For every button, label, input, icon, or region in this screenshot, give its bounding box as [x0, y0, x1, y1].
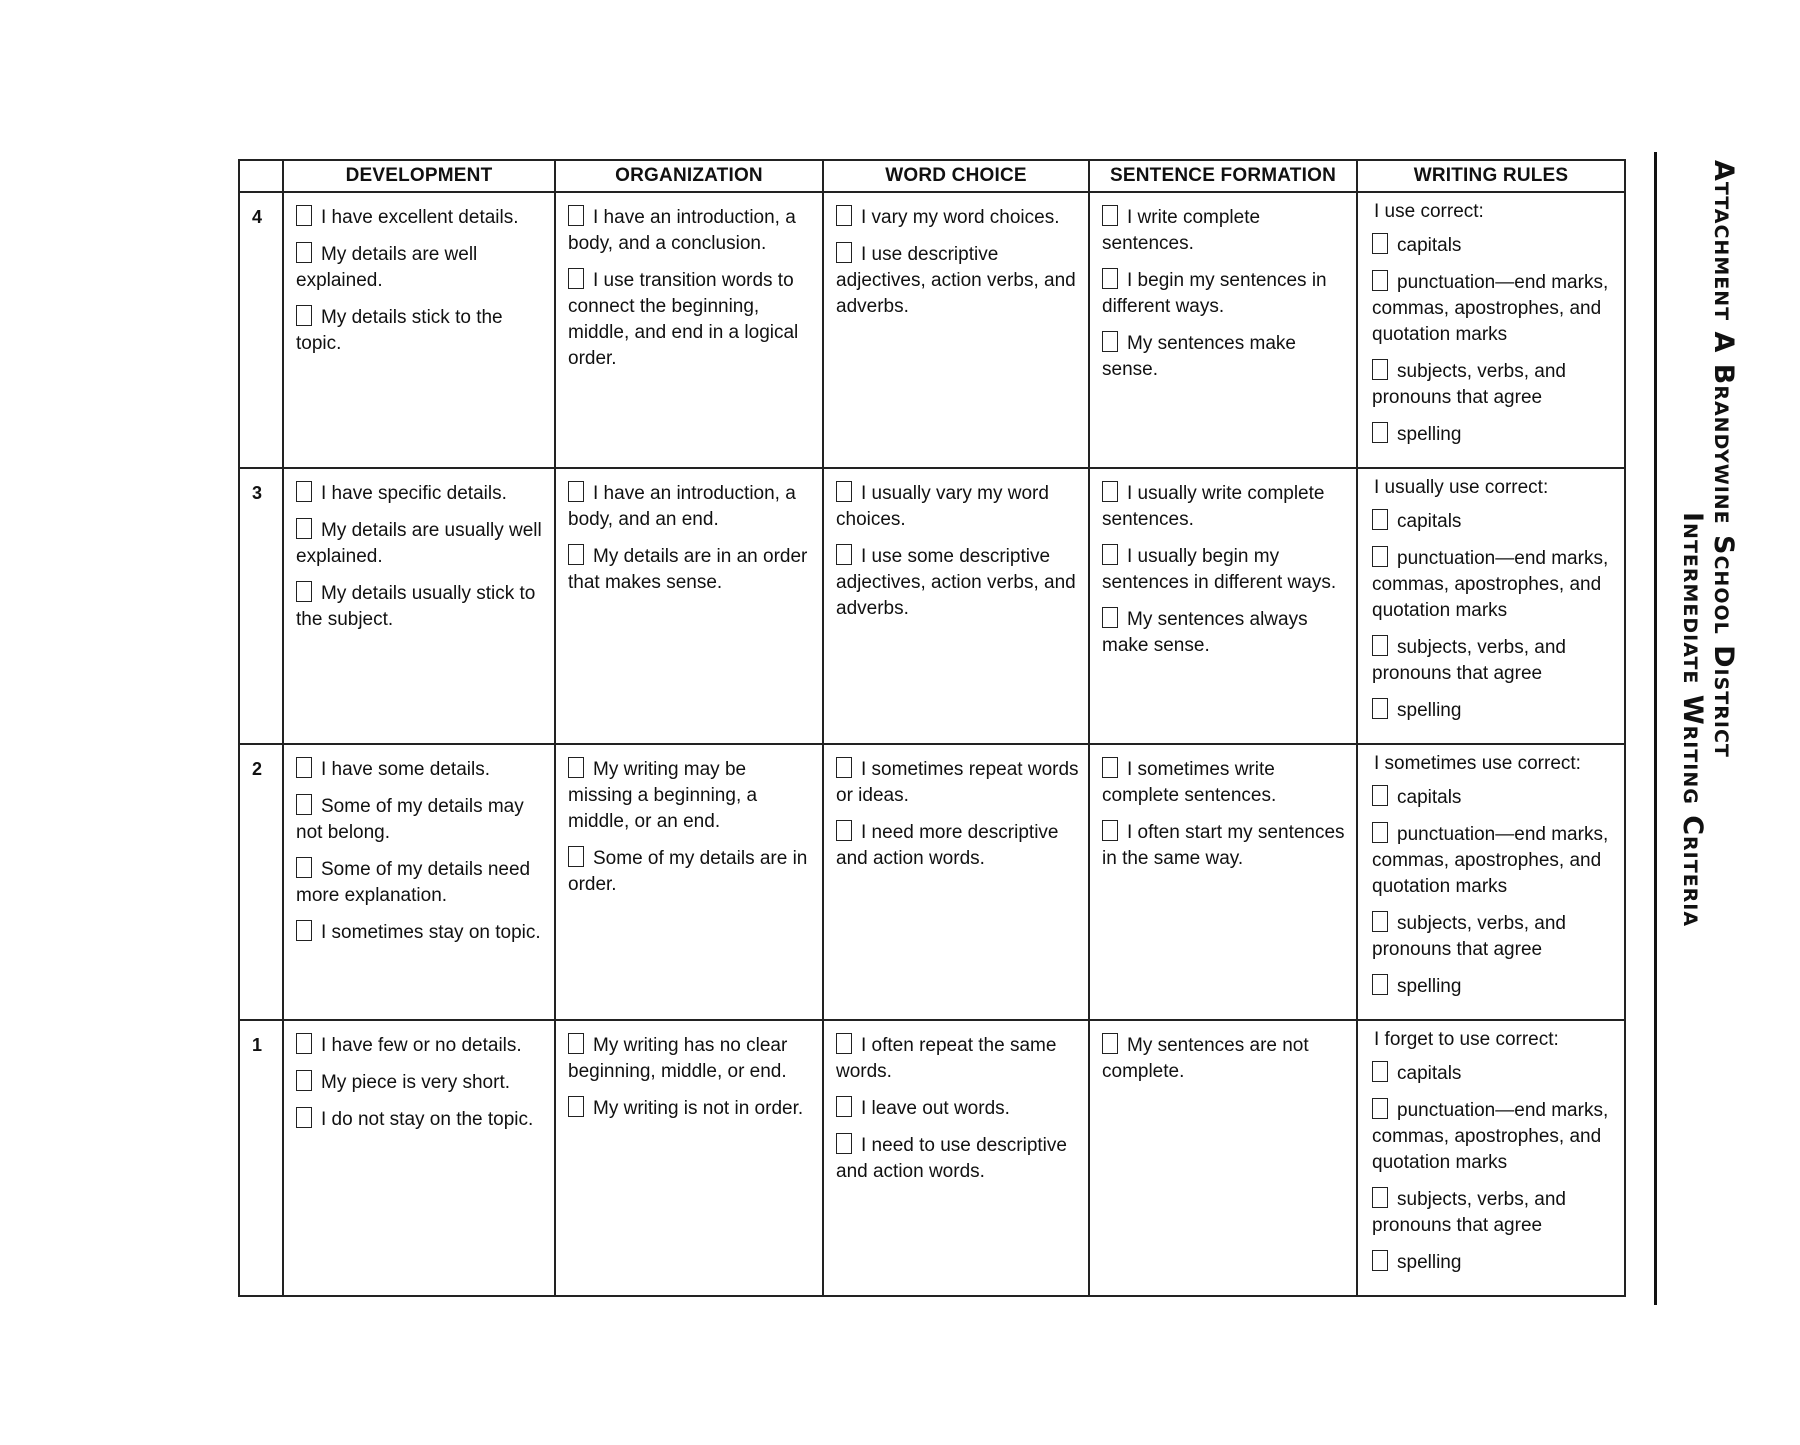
cell-sentence-formation [1089, 1020, 1357, 1296]
criterion-item [1372, 911, 1616, 963]
criterion-item [568, 205, 814, 257]
cell-development [283, 744, 555, 1020]
criterion-item [296, 205, 546, 231]
rubric-row [239, 468, 1625, 744]
criterion-item [1372, 359, 1616, 411]
criterion-text: I usually begin my sentences in different ways. [1102, 546, 1337, 593]
criterion-text: punctuation—end marks, commas, apostrophes, and quotation marks [1372, 272, 1609, 345]
criterion-text: Some of my details may not belong. [296, 796, 524, 843]
criterion-text: My details stick to the topic. [296, 307, 503, 354]
cell-development [283, 1020, 555, 1296]
cell-organization [555, 744, 823, 1020]
criterion-item [1372, 785, 1616, 811]
criterion-text: I do not stay on the topic. [321, 1109, 534, 1130]
criterion-item [1372, 1250, 1616, 1276]
criterion-item [836, 205, 1080, 231]
criterion-text: capitals [1397, 1063, 1462, 1084]
criterion-text: subjects, verbs, and pronouns that agree [1372, 913, 1566, 960]
checkbox[interactable] [1102, 757, 1118, 778]
criterion-item [568, 544, 814, 596]
cell-word-choice [823, 744, 1089, 1020]
criterion-text: My details usually stick to the subject. [296, 583, 536, 630]
criterion-text: My piece is very short. [321, 1072, 510, 1093]
checkbox[interactable] [1372, 509, 1388, 530]
rubric-row [239, 744, 1625, 1020]
checkbox[interactable] [836, 1033, 852, 1054]
criterion-text: subjects, verbs, and pronouns that agree [1372, 361, 1566, 408]
criterion-item [296, 1107, 546, 1133]
checkbox[interactable] [836, 481, 852, 502]
cell-writing-rules [1357, 1020, 1625, 1296]
criterion-text: I have an introduction, a body, and an end. [568, 483, 796, 530]
checkbox[interactable] [1102, 268, 1118, 289]
criterion-item [296, 1033, 546, 1059]
writing-rules-intro: I usually use correct: [1374, 477, 1549, 498]
side-title [1678, 160, 1740, 927]
checkbox[interactable] [296, 481, 312, 502]
criterion-text: I need to use descriptive and action words. [836, 1135, 1067, 1182]
criterion-text: I sometimes repeat words or ideas. [836, 759, 1079, 806]
criterion-item [1372, 1061, 1616, 1087]
criterion-text: I sometimes write complete sentences. [1102, 759, 1277, 806]
score-label: 3 [239, 468, 283, 744]
checkbox[interactable] [1372, 911, 1388, 932]
criterion-text: My details are well explained. [296, 244, 478, 291]
criterion-text: spelling [1397, 424, 1462, 445]
criterion-text: My writing is not in order. [593, 1098, 804, 1119]
criterion-item [568, 1096, 814, 1122]
criterion-text: spelling [1397, 976, 1462, 997]
criterion-text: capitals [1397, 787, 1462, 808]
criterion-text: My details are usually well explained. [296, 520, 542, 567]
checkbox[interactable] [296, 305, 312, 326]
criterion-item [836, 481, 1080, 533]
criterion-item [1372, 698, 1616, 724]
criterion-text: I need more descriptive and action words. [836, 822, 1059, 869]
criterion-text: My writing has no clear beginning, middle, or end. [568, 1035, 788, 1082]
criterion-text: punctuation—end marks, commas, apostrophes, and quotation marks [1372, 548, 1609, 621]
cell-sentence-formation [1089, 744, 1357, 1020]
writing-rules-intro: I sometimes use correct: [1374, 753, 1581, 774]
criterion-item [1372, 422, 1616, 448]
criterion-item [568, 481, 814, 533]
checkbox[interactable] [1372, 1250, 1388, 1271]
checkbox[interactable] [296, 1033, 312, 1054]
criterion-item [1102, 820, 1348, 872]
criterion-text: I have specific details. [321, 483, 507, 504]
criterion-item [1102, 1033, 1348, 1085]
criterion-item [1372, 270, 1616, 348]
criterion-text: punctuation—end marks, commas, apostrophes, and quotation marks [1372, 824, 1609, 897]
checkbox[interactable] [296, 518, 312, 539]
cell-word-choice [823, 192, 1089, 468]
score-label: 2 [239, 744, 283, 1020]
criterion-item [568, 846, 814, 898]
criterion-text: spelling [1397, 1252, 1462, 1273]
checkbox[interactable] [1372, 422, 1388, 443]
cell-development [283, 468, 555, 744]
checkbox[interactable] [1372, 233, 1388, 254]
checkbox[interactable] [1372, 1187, 1388, 1208]
criterion-text: punctuation—end marks, commas, apostrophes, and quotation marks [1372, 1100, 1609, 1173]
criterion-item [296, 794, 546, 846]
checkbox[interactable] [836, 1133, 852, 1154]
criterion-text: My sentences make sense. [1102, 333, 1296, 380]
criterion-item [1372, 974, 1616, 1000]
criterion-text: My sentences are not complete. [1102, 1035, 1309, 1082]
criterion-item [836, 1133, 1080, 1185]
cell-organization [555, 1020, 823, 1296]
score-label: 1 [239, 1020, 283, 1296]
criterion-item [296, 1070, 546, 1096]
checkbox[interactable] [296, 920, 312, 941]
checkbox[interactable] [836, 757, 852, 778]
checkbox[interactable] [1372, 635, 1388, 656]
criterion-item [1102, 268, 1348, 320]
criterion-item [1102, 757, 1348, 809]
criterion-text: I have an introduction, a body, and a conclusion. [568, 207, 796, 254]
criterion-item [1102, 544, 1348, 596]
score-label: 4 [239, 192, 283, 468]
writing-rules-intro: I forget to use correct: [1374, 1029, 1559, 1050]
cell-organization [555, 468, 823, 744]
criterion-text: spelling [1397, 700, 1462, 721]
criterion-text: I sometimes stay on topic. [321, 922, 541, 943]
criterion-item [568, 268, 814, 372]
criterion-item [1372, 1098, 1616, 1176]
criterion-item [836, 1033, 1080, 1085]
cell-word-choice [823, 468, 1089, 744]
checkbox[interactable] [1102, 544, 1118, 565]
checkbox[interactable] [296, 242, 312, 263]
criterion-text: Some of my details need more explanation. [296, 859, 531, 906]
checkbox[interactable] [296, 857, 312, 878]
cell-sentence-formation [1089, 192, 1357, 468]
cell-sentence-formation [1089, 468, 1357, 744]
criterion-item [568, 1033, 814, 1085]
criterion-item [1372, 233, 1616, 259]
criterion-text: subjects, verbs, and pronouns that agree [1372, 637, 1566, 684]
checkbox[interactable] [1102, 205, 1118, 226]
criterion-item [296, 481, 546, 507]
criterion-item [1372, 635, 1616, 687]
side-title-line-1: Attachment A Brandywine School District [1708, 160, 1739, 758]
criterion-text: I write complete sentences. [1102, 207, 1261, 254]
checkbox[interactable] [1372, 359, 1388, 380]
rubric-row [239, 1020, 1625, 1296]
checkbox[interactable] [836, 544, 852, 565]
header-row [239, 160, 1625, 192]
checkbox[interactable] [1372, 546, 1388, 567]
checkbox[interactable] [1102, 607, 1118, 628]
criterion-text: capitals [1397, 511, 1462, 532]
cell-word-choice [823, 1020, 1089, 1296]
criterion-text: Some of my details are in order. [568, 848, 808, 895]
checkbox[interactable] [1372, 1098, 1388, 1119]
criterion-text: I leave out words. [861, 1098, 1010, 1119]
column-header-development: DEVELOPMENT [283, 160, 555, 192]
checkbox[interactable] [296, 1107, 312, 1128]
checkbox[interactable] [568, 1096, 584, 1117]
criterion-text: I have excellent details. [321, 207, 519, 228]
column-header-word-choice: WORD CHOICE [823, 160, 1089, 192]
criterion-item [1102, 331, 1348, 383]
checkbox[interactable] [568, 757, 584, 778]
checkbox[interactable] [1372, 822, 1388, 843]
checkbox[interactable] [1102, 481, 1118, 502]
criterion-text: I vary my word choices. [861, 207, 1060, 228]
criterion-item [296, 920, 546, 946]
checkbox[interactable] [836, 1096, 852, 1117]
criterion-text: I usually vary my word choices. [836, 483, 1049, 530]
score-header [239, 160, 283, 192]
criterion-item [1102, 607, 1348, 659]
criterion-item [296, 242, 546, 294]
criterion-item [1372, 509, 1616, 535]
checkbox[interactable] [296, 1070, 312, 1091]
checkbox[interactable] [296, 581, 312, 602]
criterion-item [568, 757, 814, 835]
criterion-text: I have few or no details. [321, 1035, 522, 1056]
column-header-writing-rules: WRITING RULES [1357, 160, 1625, 192]
checkbox[interactable] [836, 242, 852, 263]
criterion-item [836, 242, 1080, 320]
checkbox[interactable] [296, 794, 312, 815]
checkbox[interactable] [1372, 785, 1388, 806]
checkbox[interactable] [1372, 270, 1388, 291]
checkbox[interactable] [836, 205, 852, 226]
checkbox[interactable] [1372, 974, 1388, 995]
side-divider-line [1654, 152, 1657, 1305]
checkbox[interactable] [836, 820, 852, 841]
cell-development [283, 192, 555, 468]
cell-writing-rules [1357, 192, 1625, 468]
writing-rules-intro: I use correct: [1374, 201, 1484, 222]
checkbox[interactable] [568, 544, 584, 565]
criterion-item [1102, 205, 1348, 257]
criterion-item [836, 544, 1080, 622]
criterion-text: I have some details. [321, 759, 490, 780]
checkbox[interactable] [296, 205, 312, 226]
checkbox[interactable] [568, 481, 584, 502]
checkbox[interactable] [1372, 698, 1388, 719]
checkbox[interactable] [296, 757, 312, 778]
criterion-item [1102, 481, 1348, 533]
criterion-item [296, 757, 546, 783]
criterion-text: My details are in an order that makes sense. [568, 546, 808, 593]
criterion-text: I use some descriptive adjectives, action verbs, and adverbs. [836, 546, 1076, 619]
criterion-text: My writing may be missing a beginning, a middle, or an end. [568, 759, 758, 832]
criterion-text: I begin my sentences in different ways. [1102, 270, 1327, 317]
criterion-item [296, 857, 546, 909]
criterion-text: I often start my sentences in the same way. [1102, 822, 1345, 869]
criterion-text: capitals [1397, 235, 1462, 256]
criterion-text: subjects, verbs, and pronouns that agree [1372, 1189, 1566, 1236]
column-header-organization: ORGANIZATION [555, 160, 823, 192]
criterion-item [836, 820, 1080, 872]
criterion-text: I use descriptive adjectives, action verbs, and adverbs. [836, 244, 1076, 317]
checkbox[interactable] [568, 846, 584, 867]
checkbox[interactable] [568, 268, 584, 289]
rubric-table [238, 159, 1626, 1297]
cell-organization [555, 192, 823, 468]
criterion-item [836, 1096, 1080, 1122]
criterion-text: I usually write complete sentences. [1102, 483, 1325, 530]
criterion-item [1372, 822, 1616, 900]
rubric-row [239, 192, 1625, 468]
criterion-item [296, 518, 546, 570]
criterion-text: I often repeat the same words. [836, 1035, 1057, 1082]
column-header-sentence-formation: SENTENCE FORMATION [1089, 160, 1357, 192]
checkbox[interactable] [1372, 1061, 1388, 1082]
criterion-text: My sentences always make sense. [1102, 609, 1308, 656]
criterion-item [296, 305, 546, 357]
checkbox[interactable] [568, 205, 584, 226]
side-title-line-2: Intermediate Writing Criteria [1677, 512, 1708, 928]
checkbox[interactable] [1102, 331, 1118, 352]
criterion-item [836, 757, 1080, 809]
checkbox[interactable] [1102, 820, 1118, 841]
checkbox[interactable] [1102, 1033, 1118, 1054]
criterion-text: I use transition words to connect the beginning, middle, and end in a logical order. [568, 270, 799, 369]
cell-writing-rules [1357, 744, 1625, 1020]
criterion-item [296, 581, 546, 633]
checkbox[interactable] [568, 1033, 584, 1054]
criterion-item [1372, 1187, 1616, 1239]
cell-writing-rules [1357, 468, 1625, 744]
criterion-item [1372, 546, 1616, 624]
